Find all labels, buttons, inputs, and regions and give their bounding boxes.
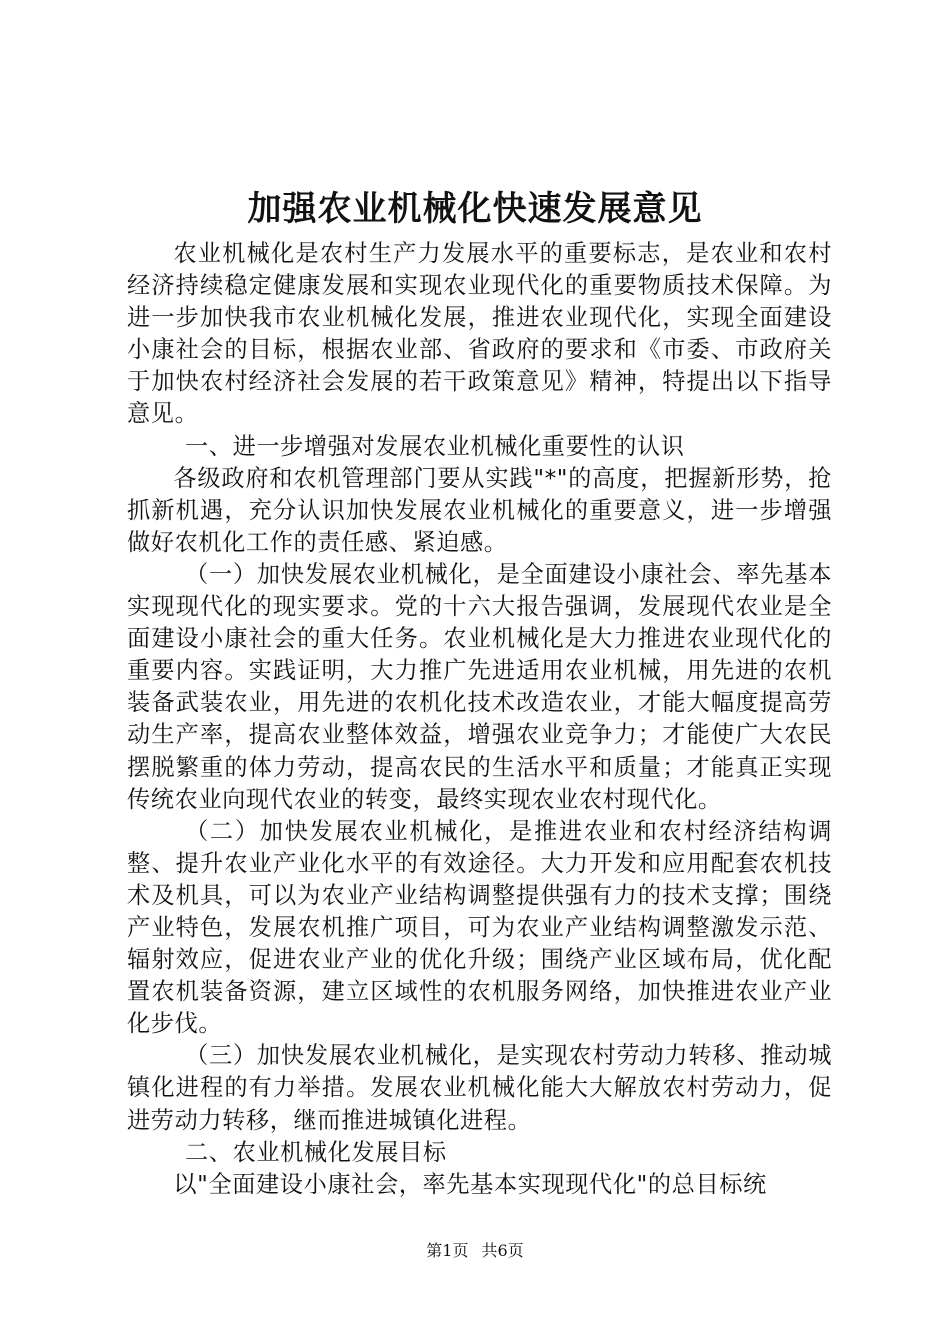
subsection-3-paragraph: （三）加快发展农业机械化，是实现农村劳动力转移、推动城镇化进程的有力举措。发展农业机械化能大大解放农村劳动力，促进劳动力转移，继而推进城镇化进程。 bbox=[127, 1042, 832, 1134]
page-footer bbox=[0, 1240, 950, 1262]
section-2-paragraph: 以"全面建设小康社会，率先基本实现现代化"的总目标统 bbox=[173, 1170, 767, 1198]
subsection-2-paragraph: （二）加快发展农业机械化，是推进农业和农村经济结构调整、提升农业产业化水平的有效途径。大力开发和应用配套农机技术及机具，可以为农业产业结构调整提供强有力的技术支撑；围绕产业特色，发展农机推广项目，可为农业产业结构调整激发示范、辐射效应，促进农业产业的优化升级；围绕产业区域布局，优化配置农机装备资源，建立区域性的农机服务网络，加快推进农业产业化步伐。 bbox=[127, 817, 832, 1038]
page-number: 第1页 bbox=[426, 1241, 469, 1260]
section-heading-1: 一、进一步增强对发展农业机械化重要性的认识 bbox=[185, 432, 685, 460]
intro-paragraph: 农业机械化是农村生产力发展水平的重要标志，是农业和农村经济持续稳定健康发展和实现农业现代化的重要物质技术保障。为进一步加快我市农业机械化发展，推进农业现代化，实现全面建设小康社会的目标，根据农业部、省政府的要求和《市委、市政府关于加快农村经济社会发展的若干政策意见》精神，特提出以下指导意见。 bbox=[127, 240, 832, 428]
document-body bbox=[127, 238, 832, 1201]
page-total: 共6页 bbox=[481, 1241, 524, 1260]
document-title: 加强农业机械化快速发展意见 bbox=[247, 189, 703, 229]
section-1-paragraph: 各级政府和农机管理部门要从实践"*"的高度，把握新形势，抢抓新机遇，充分认识加快发展农业机械化的重要意义，进一步增强做好农机化工作的责任感、紧迫感。 bbox=[127, 464, 832, 556]
subsection-1-paragraph: （一）加快发展农业机械化，是全面建设小康社会、率先基本实现现代化的现实要求。党的十六大报告强调，发展现代农业是全面建设小康社会的重大任务。农业机械化是大力推进农业现代化的重要内容。实践证明，大力推广先进适用农业机械，用先进的农机装备武装农业，用先进的农机化技术改造农业，才能大幅度提高劳动生产率，提高农业整体效益，增强农业竞争力；才能使广大农民摆脱繁重的体力劳动，提高农民的生活水平和质量；才能真正实现传统农业向现代农业的转变，最终实现农业农村现代化。 bbox=[127, 560, 832, 813]
section-heading-2: 二、农业机械化发展目标 bbox=[185, 1138, 447, 1166]
